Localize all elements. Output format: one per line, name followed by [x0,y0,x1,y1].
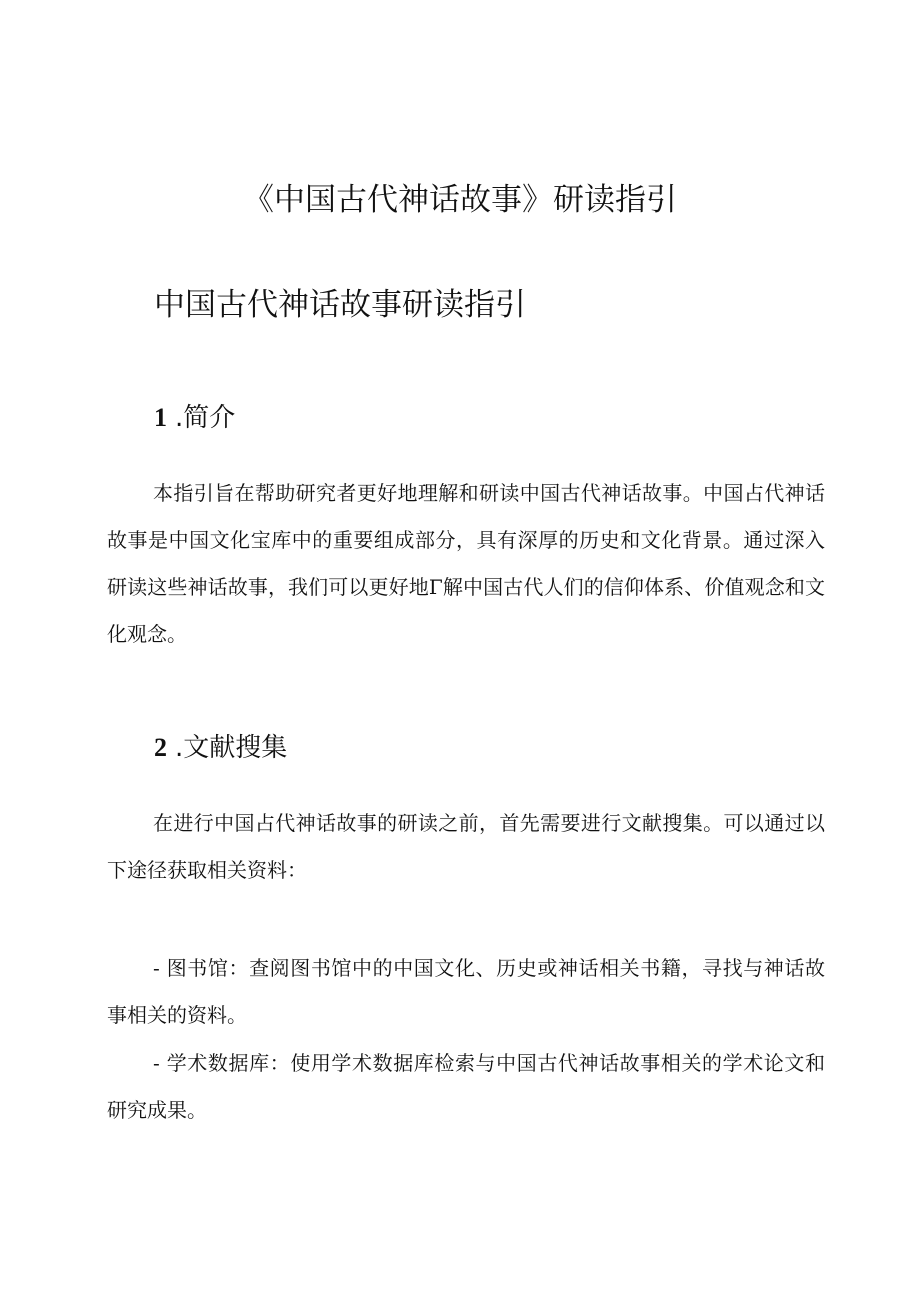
section-number: 2 [154,733,167,762]
section-heading-literature [154,730,287,766]
section-number: 1 [154,403,167,432]
document-subtitle: 中国古代神话故事研读指引 [154,287,526,323]
literature-paragraph: 在进行中国占代神话故事的研读之前，首先需要进行文献搜集。可以通过以下途径获取相关资料： [107,811,825,882]
document-title: 《中国古代神话故事》研读指引 [243,182,677,218]
section-heading-intro [154,400,235,436]
section-title: .简介 [175,403,236,433]
section-title: .文献搜集 [175,733,288,763]
list-item-library: - 图书馆：查阅图书馆中的中国文化、历史或神话相关书籍，寻找与神话故事相关的资料。 [107,956,825,1027]
list-item-database: - 学术数据库：使用学术数据库检索与中国古代神话故事相关的学术论文和研究成果。 [107,1051,825,1122]
intro-paragraph: 本指引旨在帮助研究者更好地理解和研读中国古代神话故事。中国占代神话故事是中国文化宝库中的重要组成部分，具有深厚的历史和文化背景。通过深入研读这些神话故事，我们可以更好地Γ解中国古代人们的信仰体系、价值观念和文化观念。 [107,481,825,646]
